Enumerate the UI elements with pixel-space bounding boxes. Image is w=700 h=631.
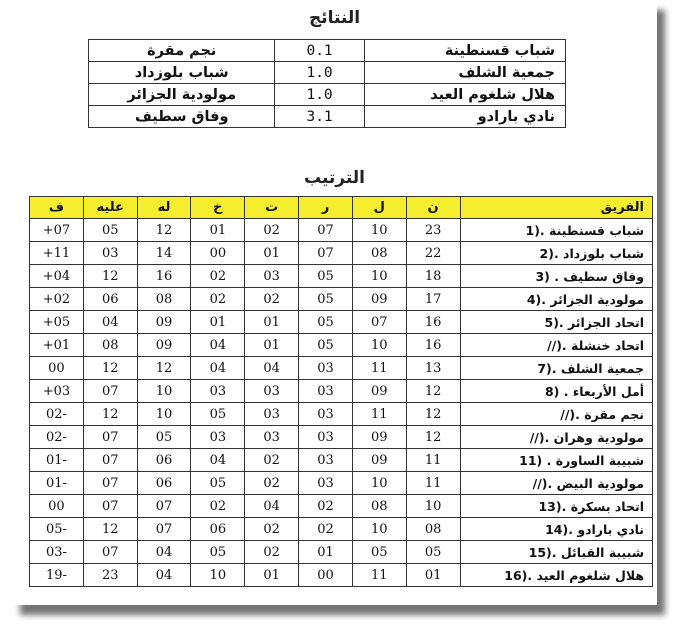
cell-goals-for: 16 [137,265,191,288]
cell-wins: 03 [299,449,353,472]
cell-draws: 02 [245,472,299,495]
cell-losses: 00 [191,242,245,265]
cell-losses: 05 [191,472,245,495]
cell-losses: 05 [191,541,245,564]
cell-team: //). مولودية البيض [460,472,653,495]
results-table [88,39,566,128]
cell-points: 13 [406,357,460,380]
cell-diff: 00 [30,357,84,380]
cell-losses: 02 [191,265,245,288]
cell-wins: 07 [299,242,353,265]
standings-row [30,472,653,495]
cell-goals-against: 07 [83,495,137,518]
cell-diff: +07 [30,219,84,242]
cell-team: 1). شباب قسنطينة [460,219,653,242]
result-home-team: جمعية الشلف [364,62,565,84]
cell-diff: 01- [30,472,84,495]
standings-row [30,334,653,357]
cell-goals-against: 12 [83,357,137,380]
result-row [89,40,566,62]
cell-team: 5). اتحاد الجزائر [460,311,653,334]
cell-points: 23 [406,219,460,242]
cell-goals-against: 07 [83,449,137,472]
standings-row [30,380,653,403]
cell-goals-for: 07 [137,495,191,518]
header-team: الفريق [460,197,653,219]
cell-losses: 04 [191,357,245,380]
cell-points: 05 [406,541,460,564]
cell-draws: 04 [245,495,299,518]
cell-wins: 03 [299,426,353,449]
standings-row [30,518,653,541]
cell-team: 11) . شبيبة الساورة [460,449,653,472]
cell-team: 16). هلال شلغوم العيد [460,564,653,587]
cell-points: 10 [406,495,460,518]
cell-goals-for: 09 [137,334,191,357]
cell-points: 18 [406,265,460,288]
cell-team: //). اتحاد خنشلة [460,334,653,357]
result-row [89,62,566,84]
result-home-team: شباب قسنطينة [364,40,565,62]
cell-goals-against: 04 [83,311,137,334]
cell-played: 05 [352,541,406,564]
cell-losses: 04 [191,449,245,472]
standings-row [30,242,653,265]
cell-draws: 03 [245,265,299,288]
cell-diff: 05- [30,518,84,541]
cell-draws: 03 [245,380,299,403]
result-score: 1.0 [275,84,364,106]
cell-losses: 05 [191,403,245,426]
cell-goals-for: 04 [137,541,191,564]
header-played: ل [352,197,406,219]
cell-wins: 03 [299,403,353,426]
cell-diff: +05 [30,311,84,334]
cell-played: 09 [352,426,406,449]
cell-played: 07 [352,311,406,334]
cell-draws: 01 [245,311,299,334]
header-losses: خ [191,197,245,219]
cell-points: 11 [406,449,460,472]
cell-draws: 02 [245,288,299,311]
cell-diff: +04 [30,265,84,288]
standings-row [30,219,653,242]
cell-team: 3) . وفاق سطيف [460,265,653,288]
cell-draws: 04 [245,357,299,380]
cell-goals-against: 07 [83,426,137,449]
cell-losses: 04 [191,334,245,357]
cell-goals-against: 12 [83,518,137,541]
cell-goals-against: 12 [83,403,137,426]
cell-wins: 03 [299,357,353,380]
cell-diff: 03- [30,541,84,564]
cell-draws: 02 [245,449,299,472]
cell-played: 10 [352,265,406,288]
cell-played: 11 [352,357,406,380]
result-away-team: شباب بلوزداد [89,62,275,84]
cell-goals-against: 12 [83,265,137,288]
cell-wins: 03 [299,472,353,495]
standings-row [30,403,653,426]
cell-goals-for: 10 [137,403,191,426]
cell-losses: 10 [191,564,245,587]
cell-team: //). نجم مقرة [460,403,653,426]
cell-goals-for: 10 [137,380,191,403]
header-draws: ت [245,197,299,219]
standings-row [30,541,653,564]
cell-diff: 00 [30,495,84,518]
standings-row [30,426,653,449]
cell-diff: 01- [30,449,84,472]
cell-goals-against: 07 [83,541,137,564]
cell-played: 11 [352,564,406,587]
cell-goals-against: 07 [83,380,137,403]
standings-table [29,196,653,587]
standings-row [30,288,653,311]
cell-goals-for: 06 [137,449,191,472]
cell-goals-against: 07 [83,472,137,495]
cell-draws: 03 [245,403,299,426]
cell-goals-for: 12 [137,357,191,380]
cell-played: 10 [352,518,406,541]
cell-losses: 06 [191,518,245,541]
cell-points: 16 [406,311,460,334]
header-goals-for: له [137,197,191,219]
cell-played: 09 [352,449,406,472]
cell-goals-against: 05 [83,219,137,242]
cell-draws: 01 [245,242,299,265]
result-score: 1.0 [275,62,364,84]
cell-diff: 19- [30,564,84,587]
cell-wins: 03 [299,380,353,403]
cell-goals-for: 12 [137,219,191,242]
cell-wins: 00 [299,564,353,587]
result-score: 3.1 [275,106,364,128]
result-home-team: نادي بارادو [364,106,565,128]
cell-wins: 05 [299,311,353,334]
cell-goals-against: 03 [83,242,137,265]
cell-diff: +01 [30,334,84,357]
cell-wins: 02 [299,495,353,518]
cell-played: 08 [352,242,406,265]
standings-row [30,311,653,334]
cell-draws: 01 [245,334,299,357]
standings-row [30,357,653,380]
cell-played: 11 [352,403,406,426]
cell-losses: 01 [191,311,245,334]
cell-wins: 05 [299,265,353,288]
results-title: النتائج [308,8,361,28]
result-row [89,106,566,128]
header-goals-against: عليه [83,197,137,219]
cell-wins: 02 [299,518,353,541]
cell-draws: 02 [245,518,299,541]
header-points: ن [406,197,460,219]
cell-losses: 01 [191,219,245,242]
standings-row [30,495,653,518]
cell-wins: 01 [299,541,353,564]
cell-played: 08 [352,495,406,518]
cell-diff: 02- [30,426,84,449]
cell-played: 09 [352,288,406,311]
cell-diff: +02 [30,288,84,311]
result-away-team: مولودية الجزائر [89,84,275,106]
cell-team: 13). اتحاد بسكرة [460,495,653,518]
cell-goals-for: 04 [137,564,191,587]
cell-draws: 02 [245,219,299,242]
cell-goals-for: 06 [137,472,191,495]
cell-team: 15). شبيبة القبائل [460,541,653,564]
cell-goals-against: 08 [83,334,137,357]
cell-goals-against: 06 [83,288,137,311]
cell-points: 22 [406,242,460,265]
cell-diff: 02- [30,403,84,426]
cell-played: 10 [352,472,406,495]
cell-team: 2). شباب بلوزداد [460,242,653,265]
standings-row [30,564,653,587]
cell-team: 7). جمعية الشلف [460,357,653,380]
cell-team: //). مولودية وهران [460,426,653,449]
result-home-team: هلال شلغوم العيد [364,84,565,106]
cell-played: 09 [352,380,406,403]
cell-losses: 02 [191,495,245,518]
result-away-team: نجم مقرة [89,40,275,62]
cell-played: 10 [352,219,406,242]
standings-row [30,265,653,288]
cell-goals-for: 05 [137,426,191,449]
standings-row [30,449,653,472]
standings-title: الترتيب [303,168,366,188]
cell-diff: +03 [30,380,84,403]
cell-goals-for: 09 [137,311,191,334]
cell-played: 10 [352,334,406,357]
cell-wins: 07 [299,219,353,242]
cell-losses: 03 [191,426,245,449]
header-diff: ف [30,197,84,219]
cell-points: 11 [406,472,460,495]
cell-losses: 02 [191,288,245,311]
cell-wins: 05 [299,334,353,357]
cell-team: 4). مولودية الجزائر [460,288,653,311]
cell-points: 12 [406,403,460,426]
cell-points: 01 [406,564,460,587]
result-away-team: وفاق سطيف [89,106,275,128]
cell-draws: 02 [245,541,299,564]
cell-draws: 03 [245,426,299,449]
cell-points: 12 [406,380,460,403]
result-row [89,84,566,106]
cell-team: 8) . أمل الأربعاء [460,380,653,403]
result-score: 0.1 [275,40,364,62]
standings-header-row [30,197,653,219]
header-wins: ر [299,197,353,219]
cell-goals-for: 07 [137,518,191,541]
cell-points: 17 [406,288,460,311]
cell-team: 14). نادي بارادو [460,518,653,541]
cell-goals-for: 14 [137,242,191,265]
cell-diff: +11 [30,242,84,265]
cell-draws: 01 [245,564,299,587]
cell-wins: 05 [299,288,353,311]
cell-goals-against: 23 [83,564,137,587]
cell-points: 08 [406,518,460,541]
cell-points: 16 [406,334,460,357]
cell-losses: 03 [191,380,245,403]
cell-points: 12 [406,426,460,449]
cell-goals-for: 08 [137,288,191,311]
